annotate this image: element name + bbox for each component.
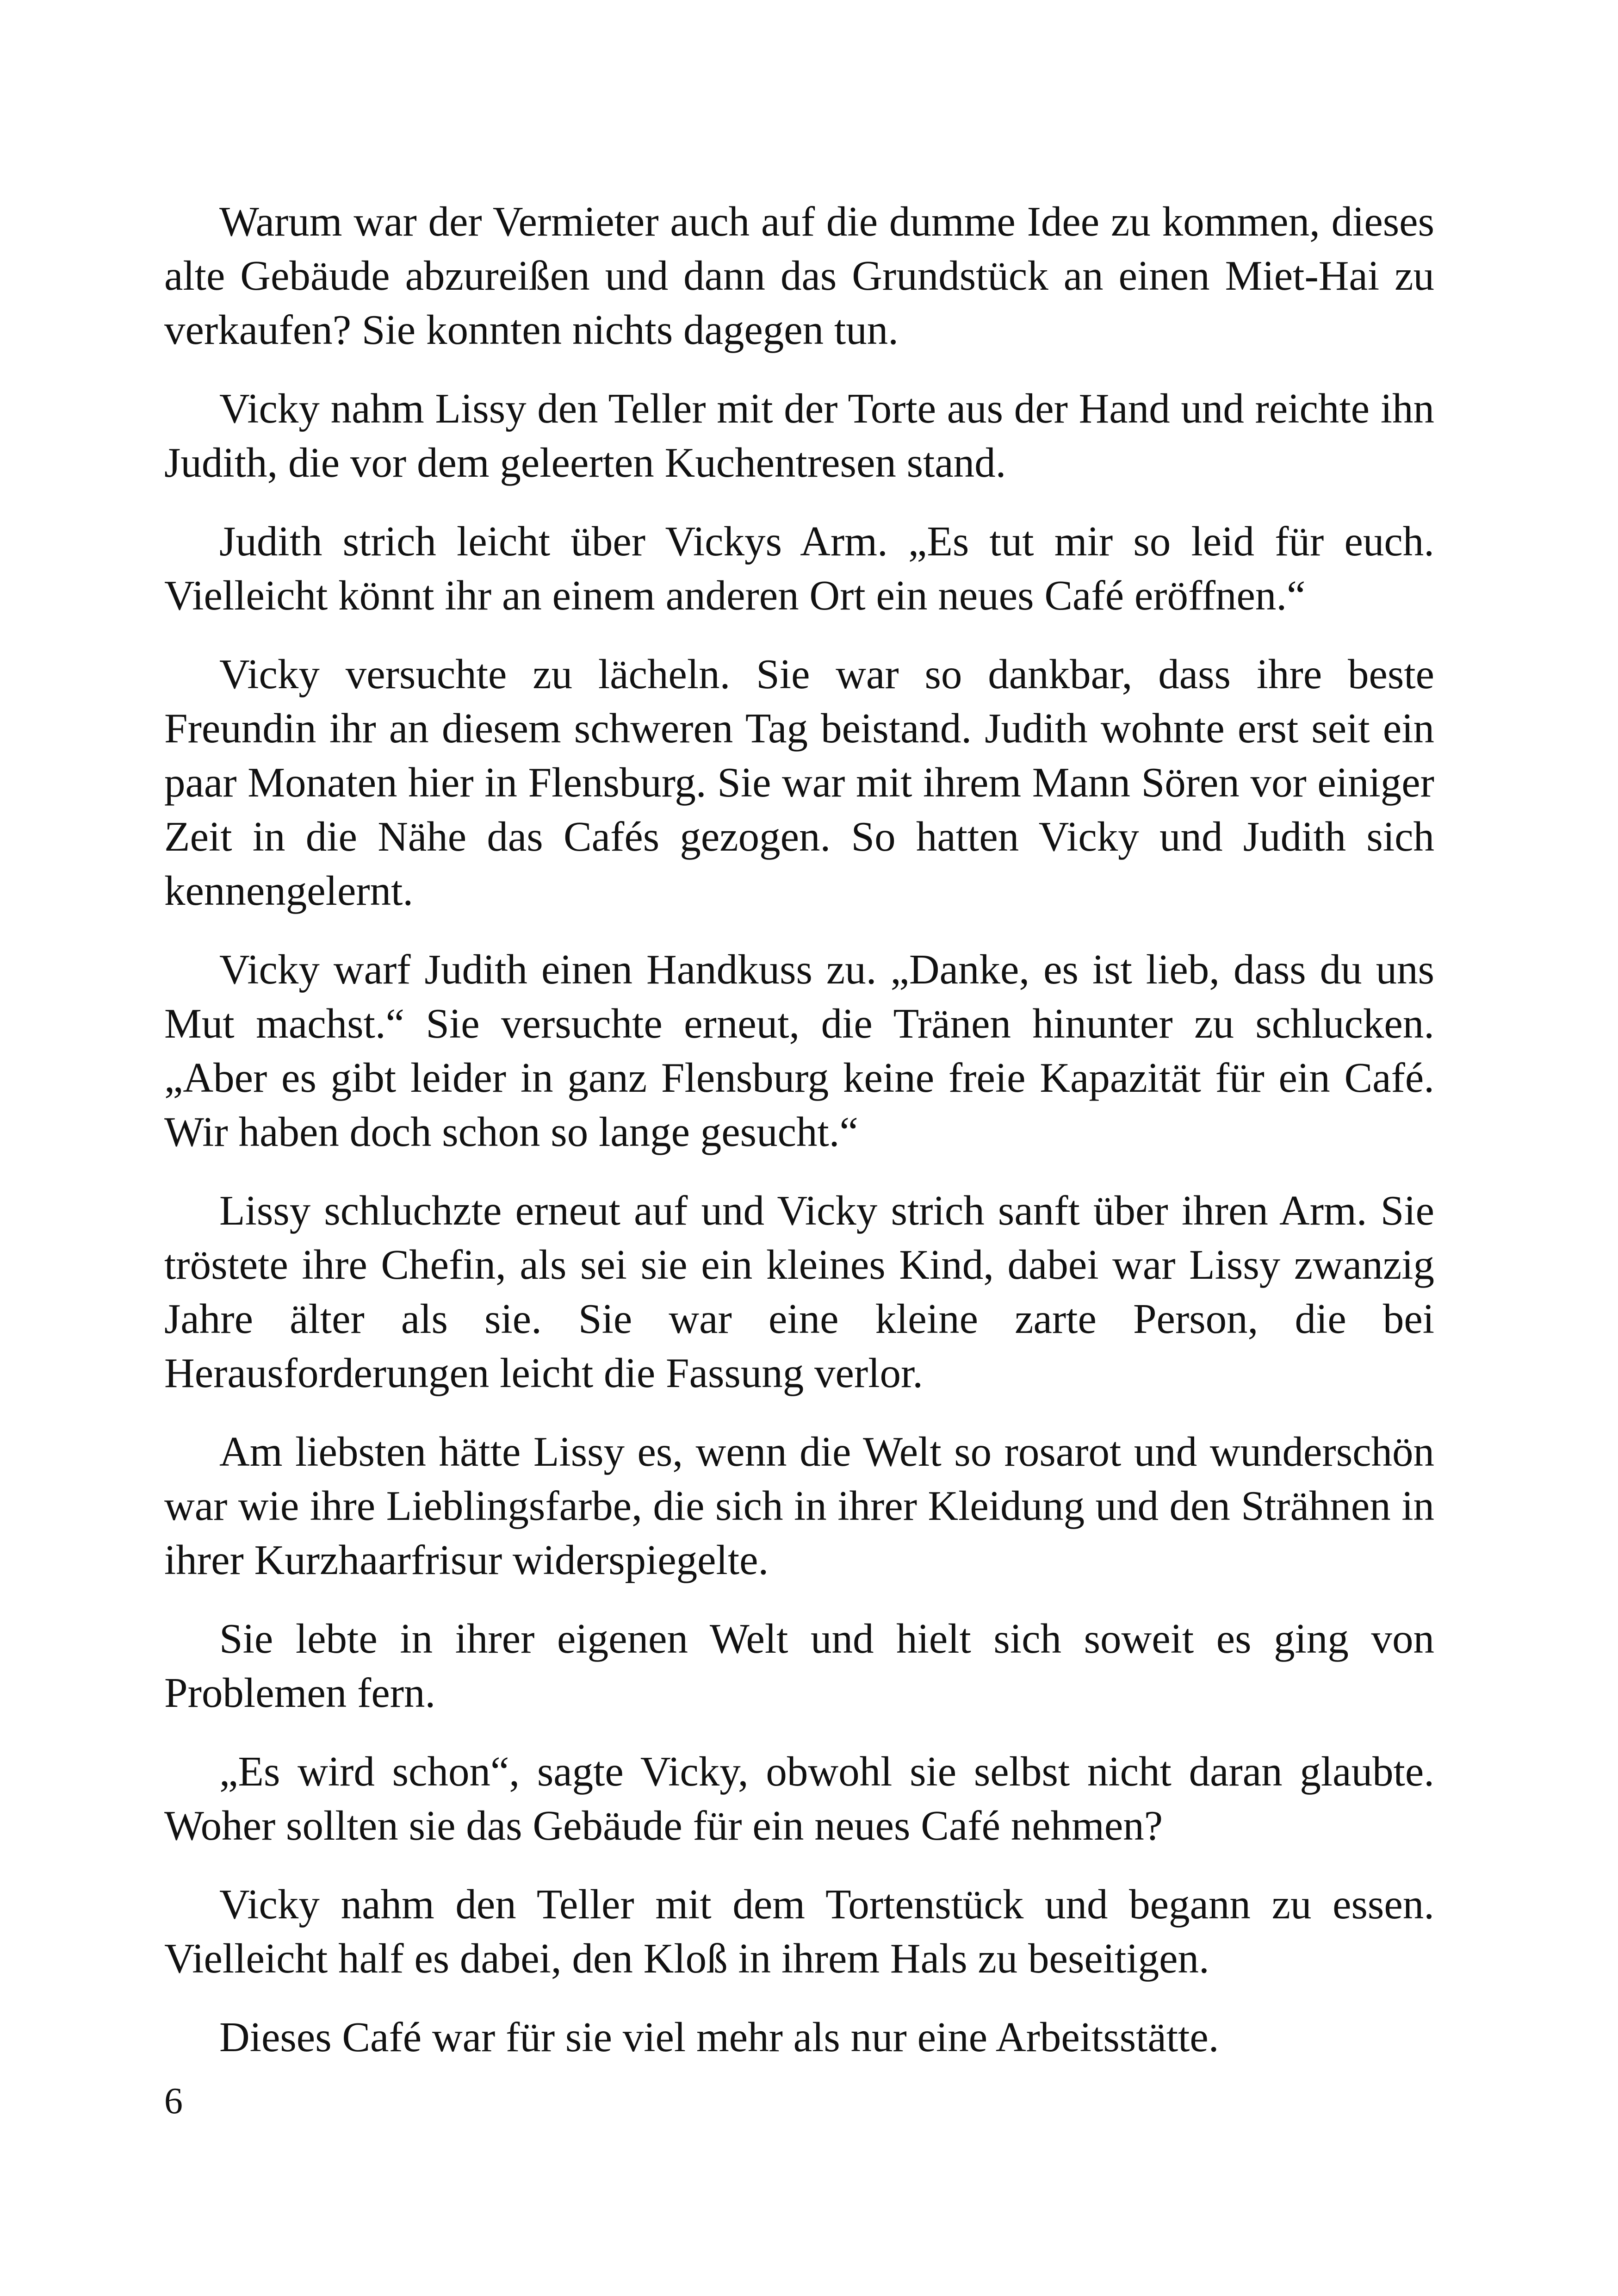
body-text: [164, 194, 1434, 2089]
paragraph-10: Vicky nahm den Teller mit dem Tortenstück und begann zu essen. Vielleicht half es dabei, den Kloß in ihrem Hals zu beseitigen.: [164, 1881, 1434, 1982]
paragraph-6: Lissy schluchzte erneut auf und Vicky strich sanft über ihren Arm. Sie tröstete ihre Chefin, als sei sie ein kleines Kind, dabei war Lissy zwanzig Jahre älter als sie. Sie war eine kleine zarte Person, die bei Herausforderungen leicht die Fassung verlor.: [164, 1187, 1434, 1396]
paragraph-4: Vicky versuchte zu lächeln. Sie war so dankbar, dass ihre beste Freundin ihr an diesem schweren Tag beistand. Judith wohnte erst seit ein paar Monaten hier in Flensburg. Sie war mit ihrem Mann Sören vor einiger Zeit in die Nähe das Cafés gezogen. So hatten Vicky und Judith sich kennengelernt.: [164, 651, 1434, 914]
paragraph-2: Vicky nahm Lissy den Teller mit der Torte aus der Hand und reichte ihn Judith, die vor dem geleerten Kuchentresen stand.: [164, 385, 1434, 486]
paragraph-7: Am liebsten hätte Lissy es, wenn die Welt so rosarot und wunderschön war wie ihre Lieblingsfarbe, die sich in ihrer Kleidung und den Strähnen in ihrer Kurzhaarfrisur widerspiegelte.: [164, 1428, 1434, 1583]
paragraph-9: „Es wird schon“, sagte Vicky, obwohl sie selbst nicht daran glaubte. Woher sollten sie das Gebäude für ein neues Café nehmen?: [164, 1748, 1434, 1849]
paragraph-5: Vicky warf Judith einen Handkuss zu. „Danke, es ist lieb, dass du uns Mut machst.“ Sie versuchte erneut, die Tränen hinunter zu schlucken. „Aber es gibt leider in ganz Flensburg keine freie Kapazität für ein Café. Wir haben doch schon so lange gesucht.“: [164, 946, 1434, 1155]
paragraph-11: Dieses Café war für sie viel mehr als nur eine Arbeitsstätte.: [219, 2014, 1219, 2060]
paragraph-8: Sie lebte in ihrer eigenen Welt und hielt sich soweit es ging von Problemen fern.: [164, 1615, 1434, 1716]
paragraph-3: Judith strich leicht über Vickys Arm. „Es tut mir so leid für euch. Vielleicht könnt ihr an einem anderen Ort ein neues Café eröffnen.“: [164, 518, 1434, 619]
paragraph-1: Warum war der Vermieter auch auf die dumme Idee zu kommen, dieses alte Gebäude abzureißen und dann das Grundstück an einen Miet-Hai zu verkaufen? Sie konnten nichts dagegen tun.: [164, 198, 1434, 353]
page-number: 6: [164, 2081, 183, 2122]
